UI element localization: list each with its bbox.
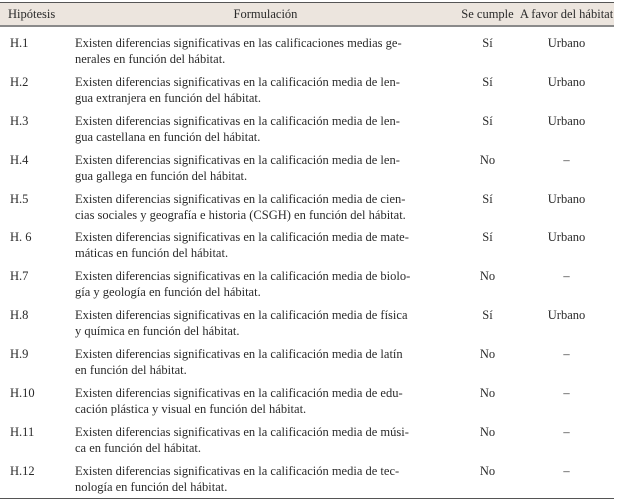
table-row [0,342,614,381]
fulfilled-value: Sí [482,36,493,50]
favor-value: – [563,463,570,478]
favor-value: Urbano [547,191,586,206]
hypothesis-id: H.3 [10,113,29,128]
hypothesis-formulation [75,35,456,70]
table-row [0,187,614,226]
formulation-line: Existen diferencias significativas en la calificación media de cien- [75,191,406,206]
hypothesis-id: H.11 [10,424,35,439]
hypothesis-formulation [75,74,456,109]
table-row [0,420,614,459]
table-body [0,27,614,499]
fulfilled-value: Sí [482,74,493,89]
formulation-line: nología en función del hábitat. [75,479,228,494]
hypothesis-id: H.12 [10,463,35,478]
formulation-line: Existen diferencias significativas en la calificación media de edu- [75,386,403,401]
formulation-line: en función del hábitat. [75,363,187,378]
hypothesis-formulation [75,346,456,381]
fulfilled-value: No [479,152,496,167]
formulation-line: Existen diferencias significativas en la calificación media de biolo- [75,269,411,284]
fulfilled-value: Sí [482,230,493,245]
header-fulfilled: Se cumple [461,6,514,21]
formulation-line: Existen diferencias significativas en las calificaciones medias ge- [75,36,402,50]
formulation-line: Existen diferencias significativas en la calificación media de mate- [75,230,409,245]
formulation-line: cación plástica y visual en función del hábitat. [75,402,307,417]
fulfilled-value: Sí [482,308,493,323]
formulation-line: cias sociales y geografía e historia (CSGH) en función del hábitat. [75,207,406,222]
formulation-line: Existen diferencias significativas en la calificación media de latín [75,347,403,362]
table-row [0,459,614,498]
favor-value: – [563,386,570,401]
hypothesis-formulation [75,385,456,420]
hypothesis-formulation [75,424,456,459]
formulation-line: nerales en función del hábitat. [75,52,226,66]
hypothesis-id: H. 6 [10,230,32,245]
table-row [0,70,614,109]
hypothesis-id: H.4 [10,152,29,167]
table-row [0,225,614,264]
hypotheses-table [0,2,614,499]
hypothesis-formulation [75,152,456,187]
hypothesis-formulation [75,113,456,148]
hypothesis-id: H.10 [10,386,35,401]
hypothesis-id: H.2 [10,74,29,89]
hypothesis-id: H.8 [10,308,29,323]
formulation-line: Existen diferencias significativas en la calificación media de len- [75,152,400,167]
favor-value: – [563,424,570,439]
fulfilled-value: No [479,269,496,284]
favor-value: – [563,269,570,284]
fulfilled-value: No [479,463,496,478]
header-favor: A favor del hábitat [519,6,614,21]
formulation-line: gua gallega en función del hábitat. [75,168,248,183]
fulfilled-value: No [479,347,496,362]
fulfilled-value: Sí [482,113,493,128]
formulation-line: Existen diferencias significativas en la calificación media de músi- [75,424,409,439]
hypothesis-id: H.7 [10,269,29,284]
hypothesis-formulation [75,191,456,226]
hypothesis-id: H.1 [10,36,29,50]
favor-value: Urbano [547,74,586,89]
formulation-line: Existen diferencias significativas en la calificación media de len- [75,74,400,89]
formulation-line: ca en función del hábitat. [75,440,201,455]
hypothesis-formulation [75,268,456,303]
formulation-line: gua extranjera en función del hábitat. [75,90,262,105]
favor-value: – [563,152,570,167]
formulation-line: y química en función del hábitat. [75,324,240,339]
favor-value: Urbano [547,308,586,323]
header-hypothesis: Hipótesis [8,6,56,21]
table-row [0,31,614,70]
formulation-line: gua castellana en función del hábitat. [75,129,261,144]
table-row [0,381,614,420]
fulfilled-value: Sí [482,191,493,206]
hypothesis-formulation [75,229,456,264]
favor-value: – [563,347,570,362]
hypothesis-formulation [75,463,456,498]
formulation-line: gía y geología en función del hábitat. [75,285,261,300]
table-row [0,148,614,187]
hypothesis-id: H.5 [10,191,29,206]
formulation-line: Existen diferencias significativas en la calificación media de física [75,308,408,323]
hypothesis-formulation [75,307,456,342]
fulfilled-value: No [479,424,496,439]
favor-value: Urbano [547,113,586,128]
table-row [0,264,614,303]
hypothesis-id: H.9 [10,347,29,362]
header-formulation: Formulación [233,6,298,21]
table-row [0,109,614,148]
formulation-line: Existen diferencias significativas en la calificación media de len- [75,113,400,128]
formulation-line: Existen diferencias significativas en la calificación media de tec- [75,463,400,478]
formulation-line: máticas en función del hábitat. [75,246,229,261]
table-row [0,303,614,342]
table-header [0,2,614,27]
favor-value: Urbano [547,36,586,50]
fulfilled-value: No [479,386,496,401]
favor-value: Urbano [547,230,586,245]
